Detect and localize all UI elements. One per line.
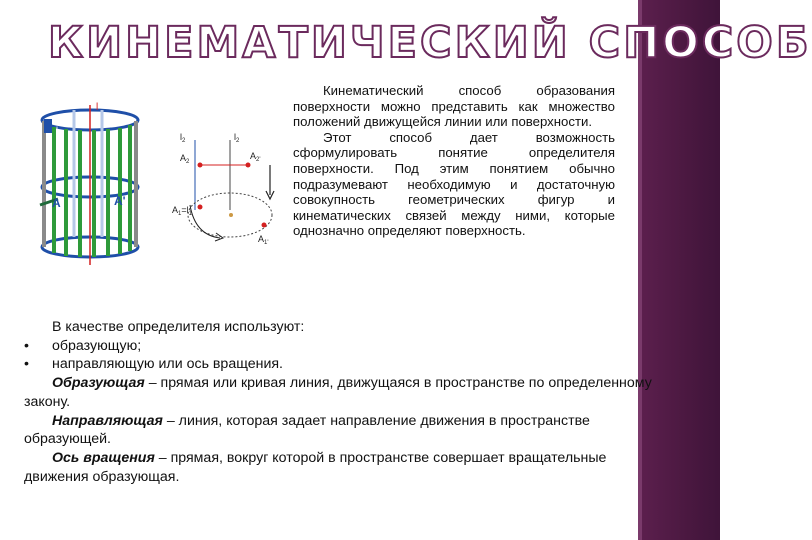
intro-paragraph: Кинематический способ образования поверхности можно представить как множество положений движущейся линии или поверхности. [293,83,615,130]
definition-text: – прямая или кривая линия, движущаяся в пространстве по определенному закону. [24,375,652,410]
point-a2p [246,163,251,168]
cylinder-marker [44,119,52,133]
axis-label: l [96,102,99,113]
point-a1 [198,205,203,210]
line-label: l [56,125,58,135]
bullet-item [24,355,654,374]
bullet-item [24,337,654,356]
determinant-section [24,318,654,486]
label-l2: $l_2$ [180,132,186,144]
point-a1p [262,223,267,228]
definition-term: Направляющая [52,412,163,429]
kinematic-figure [30,95,280,310]
definition-axis [24,449,654,486]
point-a-prime-label: A' [114,194,126,208]
intro-paragraph: Этот способ дает возможность сформулировать понятие определителя поверхности. Под этим понятием обычно подразумевают необходимую и достаточную совокупность геометрических фигур и кинематических связей между ними, которые однозначно определяют поверхность. [293,129,615,239]
bullet-mark: • [24,356,29,373]
definition-term: Образующая [52,375,145,392]
label-a1: $A_1=l_1$ [172,205,192,217]
intro-text [293,83,615,239]
definition-term: Ось вращения [52,449,155,466]
determinant-lead: В качестве определителя используют: [52,319,305,335]
label-l2-prime: $l_2$ [234,132,240,144]
definition-generator [24,374,654,411]
label-a2p: $A_{2'}$ [250,151,261,163]
point-a2 [198,163,203,168]
bullet-text: направляющую или ось вращения. [52,356,284,373]
bullet-mark: • [24,337,29,354]
definition-text: – линия, которая задает направление движения в пространстве образующей. [24,412,590,448]
point-a-label: A [52,196,61,210]
definition-directrix [24,412,654,449]
label-a1p: $A_{1'}$ [258,234,269,246]
center-point [229,213,233,217]
bullet-text: образующую; [52,337,142,354]
label-a2: $A_2$ [180,153,190,165]
definition-text: – прямая, вокруг которой в пространстве совершает вращательные движения образующая. [24,449,607,485]
kinematic-diagram [30,95,280,310]
slide-title: КИНЕМАТИЧЕСКИЙ СПОСОБ [48,18,812,68]
